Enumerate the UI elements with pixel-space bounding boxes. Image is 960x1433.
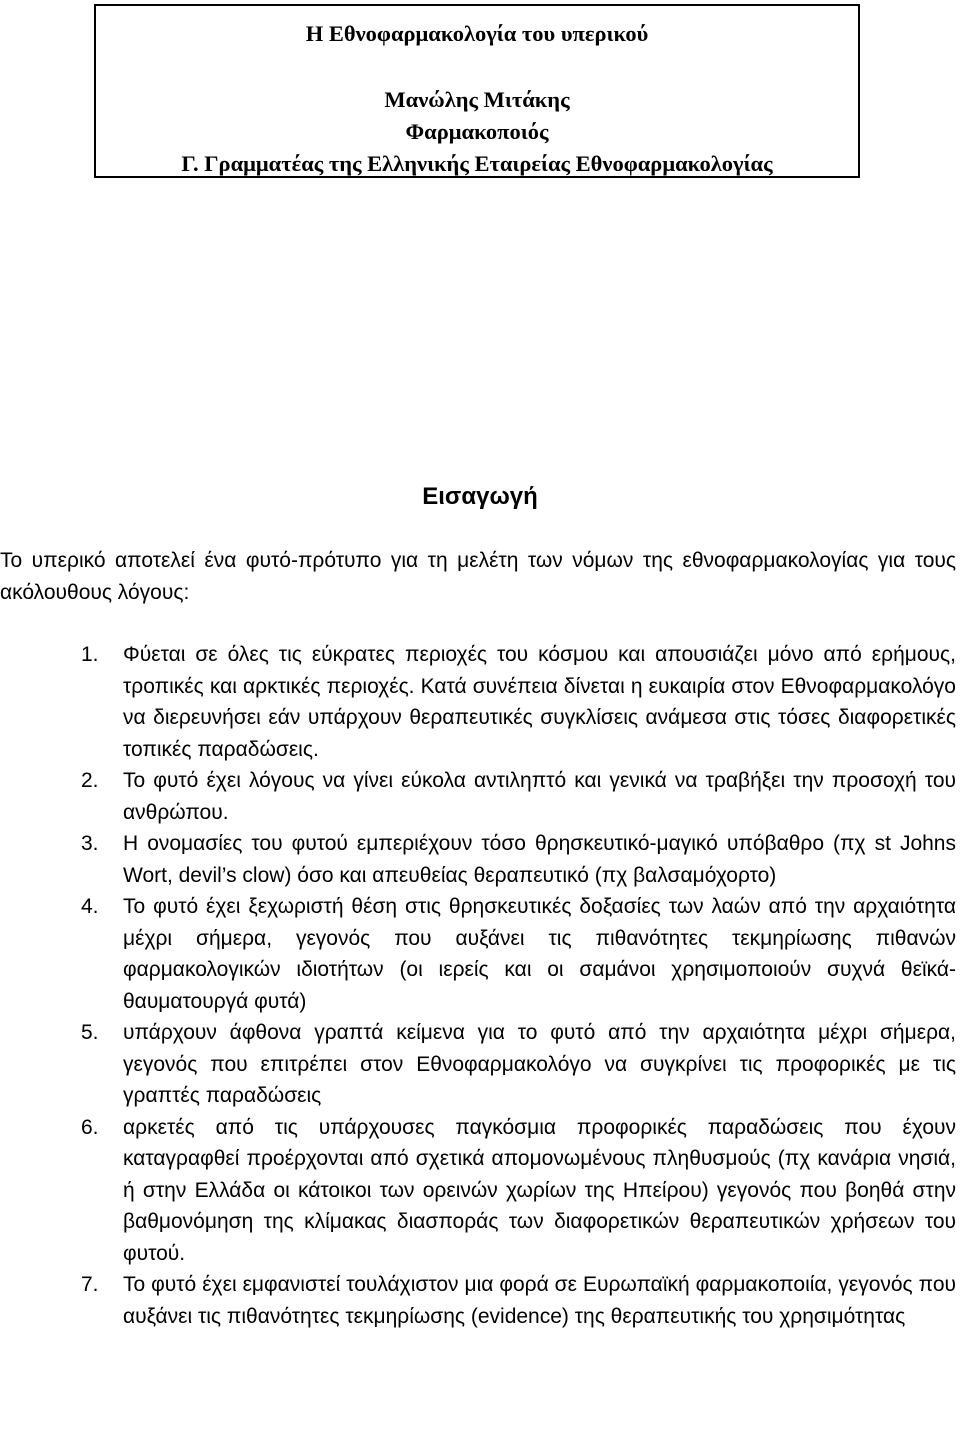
list-item-text: υπάρχουν άφθονα γραπτά κείμενα για το φυτό από την αρχαιότητα μέχρι σήμερα, γεγονός που επιτρέπει στον Εθνοφαρμακολόγο να συγκρίνει τις προφορικές με τις γραπτές παραδώσεις [123, 1021, 956, 1107]
author-role: Φαρμακοποιός [405, 119, 549, 144]
document-title: Η Εθνοφαρμακολογία του υπερικού [305, 21, 649, 46]
list-item-text: Το φυτό έχει λόγους να γίνει εύκολα αντιληπτό και γενικά να τραβήξει την προσοχή του ανθρώπου. [123, 769, 956, 824]
reasons-list [0, 639, 956, 1332]
list-item-number: 3. [81, 832, 99, 855]
list-item-text: Φύεται σε όλες τις εύκρατες περιοχές του κόσμου και απουσιάζει μόνο από ερήμους, τροπικές και αρκτικές περιοχές. Κατά συνέπεια δίνεται η ευκαιρία στον Εθνοφαρμακολόγο να διερευνήσει εάν υπάρχουν θεραπευτικές συγκλίσεις ανάμεσα στις τόσες διαφορετικές τοπικές παραδώσεις. [123, 643, 956, 761]
section-body [0, 545, 956, 1332]
list-item [0, 1269, 956, 1332]
list-item-number: 4. [81, 895, 99, 918]
list-item-number: 2. [81, 769, 99, 792]
section-heading: Εισαγωγή [422, 483, 538, 510]
list-item-text: Το φυτό έχει ξεχωριστή θέση στις θρησκευτικές δοξασίες των λαών από την αρχαιότητα μέχρι σήμερα, γεγονός που αυξάνει τις πιθανότητες τεκμηρίωσης πιθανών φαρμακολογικών ιδιοτήτων (οι ιερείς και οι σαμάνοι χρησιμοποιούν συχνά θεϊκά-θαυματουργά φυτά) [123, 895, 956, 1013]
list-item [0, 891, 956, 1017]
list-item-number: 1. [81, 643, 99, 666]
author-name: Μανώλης Μιτάκης [384, 87, 570, 112]
list-item [0, 1017, 956, 1112]
list-item-text: Το φυτό έχει εμφανιστεί τουλάχιστον μια φορά σε Ευρωπαϊκή φαρμακοποιία, γεγονός που αυξάνει τις πιθανότητες τεκμηρίωσης (evidence) της θεραπευτικής του χρησιμότητας [123, 1273, 956, 1328]
list-item-number: 5. [81, 1021, 99, 1044]
intro-paragraph: Το υπερικό αποτελεί ένα φυτό-πρότυπο για τη μελέτη των νόμων της εθνοφαρμακολογίας για τους ακόλουθους λόγους: [0, 549, 956, 604]
list-item-number: 6. [81, 1115, 99, 1139]
list-item [0, 765, 956, 828]
list-item [0, 639, 956, 765]
list-item-text: Η ονομασίες του φυτού εμπεριέχουν τόσο θρησκευτικό-μαγικό υπόβαθρο (πχ st Johns Wort, devil’s clow) όσο και απευθείας θεραπευτικό (πχ βαλσαμόχορτο) [123, 832, 956, 887]
author-position: Γ. Γραμματέας της Ελληνικής Εταιρείας Εθνοφαρμακολογίας [181, 151, 773, 176]
list-item [0, 828, 956, 891]
list-item-text: αρκετές από τις υπάρχουσες παγκόσμια προφορικές παραδώσεις που έχουν καταγραφθεί προέρχονται από σχετικά απομονωμένους πληθυσμούς (πχ κανάρια νησιά, ή στην Ελλάδα οι κάτοικοι των ορεινών χωρίων της Ηπείρου) γεγονός που βοηθά στην βαθμονόμηση της κλίμακας διασποράς των διαφορετικών θεραπευτικών χρήσεων του φυτού. [123, 1115, 956, 1265]
list-item [0, 1112, 956, 1270]
list-item-number: 7. [81, 1273, 99, 1296]
title-box [94, 4, 860, 178]
